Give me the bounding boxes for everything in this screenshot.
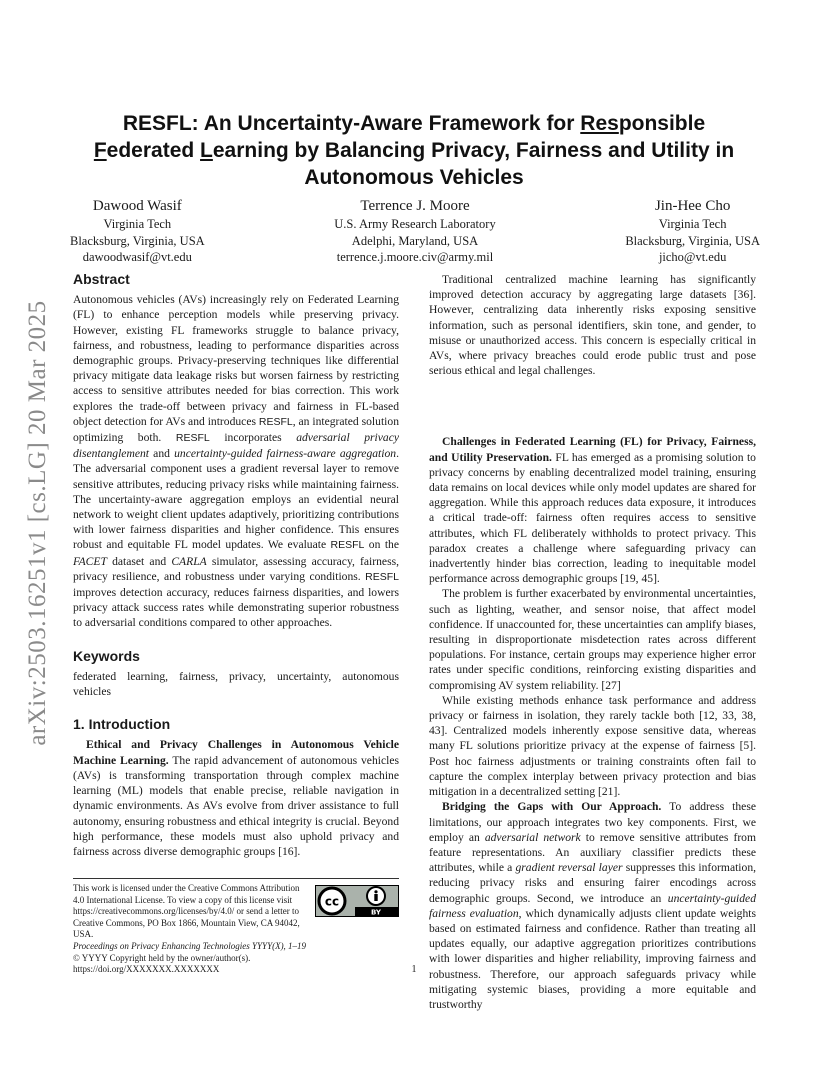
footnote-block — [73, 878, 399, 976]
left-column — [73, 272, 399, 859]
abstract-text: Autonomous vehicles (AVs) increasingly rely on Federated Learning (FL) to enhance perception models while preserving privacy. However, existing FL frameworks struggle to balance privacy, fairness, and robustness, leading to performance disparities across demographic groups. Privacy-preserving techniques like differential privacy mitigate data leakage risks but worsen fairness by restricting access to sensitive attributes needed for bias correction. This work explores the trade-off between privacy and fairness in FL-based object detection for AVs and introduces RESFL, an integrated solution optimizing both. RESFL incorporates adversarial privacy disentanglement and uncertainty-guided fairness-aware aggregation. The adversarial component uses a gradient reversal layer to remove sensitive attributes, reducing privacy risks while maintaining fairness. The uncertainty-aware aggregation employs an evidential neural network to weight client updates adaptively, prioritizing contributions with lower fairness disparities and higher confidence. This ensures robust and equitable FL model updates. We evaluate RESFL on the FACET dataset and CARLA simulator, assessing accuracy, fairness, privacy resilience, and robustness under varying conditions. RESFL improves detection accuracy, reduces fairness disparities, and lowers privacy attack success rates while demonstrating superior robustness to adversarial conditions compared to other approaches. — [73, 293, 399, 630]
page-number: 1 — [411, 964, 417, 975]
paragraph: Bridging the Gaps with Our Approach. To address these limitations, our approach integrates two key components. First, we employ an adversarial network to remove sensitive attributes from feature representations. An auxiliary classifier predicts these attributes, while a gradient reversal layer suppresses this information, reducing privacy risks and ensuring fairer encodings across demographic groups. Second, we introduce an uncertainty-guided fairness evaluation, which dynamically adjusts client update weights based on estimated fairness and confidence. Rather than treating all updates equally, our adaptive aggregation prioritizes contributions with lower disparities and higher reliability, improving fairness and robustness. Therefore, our approach safeguards privacy while mitigating systemic biases, providing a more equitable and trustworthy — [429, 800, 757, 1011]
keywords-heading: Keywords — [73, 647, 140, 664]
author-3: Jin-Hee Cho Virginia Tech Blacksburg, Virginia, USA jicho@vt.edu — [625, 198, 760, 264]
cc-by-badge — [315, 885, 399, 917]
keywords-text: federated learning, fairness, privacy, uncertainty, autonomous vehicles — [73, 669, 399, 699]
paragraph: Traditional centralized machine learning has significantly improved detection accuracy by aggregating large datasets [36]. However, centralizing data inherently risks exposing sensitive information, such as personal identifiers, skin tone, and gender, to misuse or unauthorized access. This concern is especially critical in AVs, where privacy breaches could erode public trust and pose serious ethical and legal challenges. — [429, 273, 756, 378]
proceedings: Proceedings on Privacy Enhancing Technologies YYYY(X), 1–19 — [73, 940, 307, 951]
abstract-heading: Abstract — [73, 271, 130, 287]
author-list — [70, 197, 760, 266]
introduction-heading: 1. Introduction — [73, 716, 171, 733]
right-column — [429, 272, 756, 1012]
license-text: This work is licensed under the Creative Commons Attribution 4.0 International License. To view a copy of this license visit https://creativecommons.org/licenses/by/4.0/ or send a letter to Creative Commons, PO Box 1866, Mountain View, CA 94042, USA. — [73, 883, 300, 940]
doi-link[interactable]: https://doi.org/XXXXXXX.XXXXXXX — [73, 964, 220, 975]
arxiv-stamp: arXiv:2503.16251v1 [cs.LG] 20 Mar 2025 — [24, 299, 51, 746]
svg-text:BY: BY — [370, 908, 382, 917]
svg-text:cc: cc — [324, 894, 340, 909]
copyright: © YYYY Copyright held by the owner/author(s). — [73, 952, 251, 963]
paragraph: While existing methods enhance task performance and address privacy or fairness in isolation, they rarely tackle both [12, 33, 38, 43]. Centralized models inherently expose sensitive data, whereas many FL solutions prioritize privacy at the expense of fairness [5]. Post hoc fairness adjustments or training constraints often fail to capture the complex interplay between privacy protection and bias mitigation in a decentralized setting [21]. — [429, 693, 756, 799]
author-1: Dawood Wasif Virginia Tech Blacksburg, Virginia, USA dawoodwasif@vt.edu — [70, 198, 205, 264]
paragraph: The problem is further exacerbated by environmental uncertainties, such as lighting, weather, and sensor noise, that affect model confidence. If unaccounted for, these uncertainties can amplify biases, resulting in disproportionate misdetection rates across different populations. For instance, certain groups may experience higher error rates under specific conditions, reinforcing existing disparities and compromising AV system reliability. [27] — [429, 587, 756, 692]
paper-title: RESFL: An Uncertainty-Aware Framework for Responsible Federated Learning by Balancing Privacy, Fairness and Utility in Autonomous Vehicles — [93, 112, 735, 189]
author-2: Terrence J. Moore U.S. Army Research Laboratory Adelphi, Maryland, USA terrence.j.moore.civ@army.mil — [334, 198, 496, 264]
intro-paragraph: Ethical and Privacy Challenges in Autonomous Vehicle Machine Learning. The rapid advancement of autonomous vehicles (AVs) is transforming transportation through complex machine learning (ML) models that enable precise, reliable navigation in dynamic environments. As AVs evolve from driver assistance to full autonomy, ensuring robustness and ethical integrity is crucial. Beyond high performance, these models must also uphold privacy and fairness across diverse demographic groups [16]. — [73, 738, 399, 858]
paragraph: Challenges in Federated Learning (FL) for Privacy, Fairness, and Utility Preservation. FL has emerged as a promising solution to privacy concerns by enabling decentralized model training, ensuring data remains on local devices while only model updates are shared for aggregation. While this approach reduces data exposure, it introduces a critical trade-off: fairness often requires access to sensitive attributes, which FL deliberately withholds to protect privacy. This paradox creates a challenge where safeguarding privacy can inadvertently hinder bias correction, leading to inequitable model performance across demographic groups [19, 45]. — [429, 435, 756, 586]
